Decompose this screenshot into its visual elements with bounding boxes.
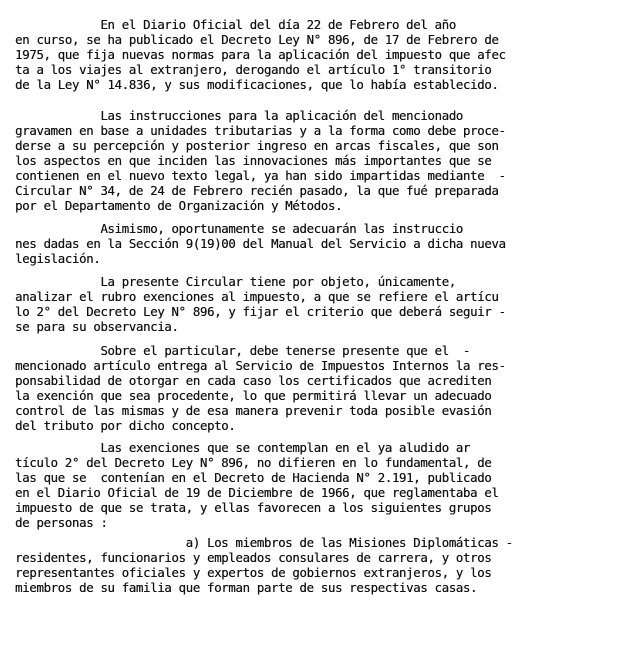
paragraph-instructions [15,108,625,213]
text-line: Las exenciones que se contemplan en el ya aludido ar [15,440,471,455]
text-line: Circular N° 34, de 24 de Febrero recién pasado, la que fué preparada [15,183,499,198]
text-line: de personas : [15,515,108,530]
paragraph-manual-update [15,221,625,266]
text-line: control de las mismas y de esa manera prevenir toda posible evasión [15,403,492,418]
text-line: en curso, se ha publicado el Decreto Ley N° 896, de 17 de Febrero de [15,32,499,47]
list-item-a [15,535,625,595]
text-line: tículo 2° del Decreto Ley N° 896, no difieren en lo fundamental, de [15,455,492,470]
text-line: En el Diario Oficial del día 22 de Febrero del año [15,17,456,32]
text-line: impuesto de que se trata, y ellas favorecen a los siguientes grupos [15,500,492,515]
text-line: miembros de su familia que forman parte de sus respectivas casas. [15,580,478,595]
text-line: Sobre el particular, debe tenerse presente que el - [15,343,471,358]
text-line: del tributo por dicho concepto. [15,418,236,433]
paragraph-circular-purpose [15,274,625,334]
text-line: de la Ley N° 14.836, y sus modificaciones, que lo había establecido. [15,77,499,92]
text-line: lo 2° del Decreto Ley N° 896, y fijar el criterio que deberá seguir - [15,304,506,319]
text-line: nes dadas en la Sección 9(19)00 del Manual del Servicio a dicha nueva [15,236,506,251]
text-line: se para su observancia. [15,319,179,334]
text-line: derse a su percepción y posterior ingreso en arcas fiscales, que son [15,138,499,153]
text-line: residentes, funcionarios y empleados consulares de carrera, y otros [15,550,492,565]
text-line: Las instrucciones para la aplicación del mencionado [15,108,463,123]
text-line: Asimismo, oportunamente se adecuarán las instruccio [15,221,463,236]
text-line: 1975, que fija nuevas normas para la aplicación del impuesto que afec [15,47,506,62]
paragraph-exemptions [15,440,625,530]
text-line: mencionado artículo entrega al Servicio de Impuestos Internos la res- [15,358,506,373]
paragraph-certificates [15,343,625,433]
text-line: por el Departamento de Organización y Métodos. [15,198,343,213]
text-line: en el Diario Oficial de 19 de Diciembre de 1966, que reglamentaba el [15,485,499,500]
text-line: ponsabilidad de otorgar en cada caso los certificados que acrediten [15,373,492,388]
text-line: representantes oficiales y expertos de gobiernos extranjeros, y los [15,565,492,580]
text-line: las que se contenían en el Decreto de Hacienda N° 2.191, publicado [15,470,492,485]
text-line: a) Los miembros de las Misiones Diplomáticas - [15,535,513,550]
text-line: gravamen en base a unidades tributarias y a la forma como debe proce- [15,123,506,138]
text-line: los aspectos en que inciden las innovaciones más importantes que se [15,153,492,168]
text-line: contienen en el nuevo texto legal, ya han sido impartidas mediante - [15,168,506,183]
text-line: La presente Circular tiene por objeto, únicamente, [15,274,456,289]
text-line: ta a los viajes al extranjero, derogando el artículo 1° transitorio [15,62,492,77]
text-line: analizar el rubro exenciones al impuesto, a que se refiere el artícu [15,289,499,304]
paragraph-decree-publication [15,17,625,92]
text-line: la exención que sea procedente, lo que permitirá llevar un adecuado [15,388,492,403]
text-line: legislación. [15,251,101,266]
